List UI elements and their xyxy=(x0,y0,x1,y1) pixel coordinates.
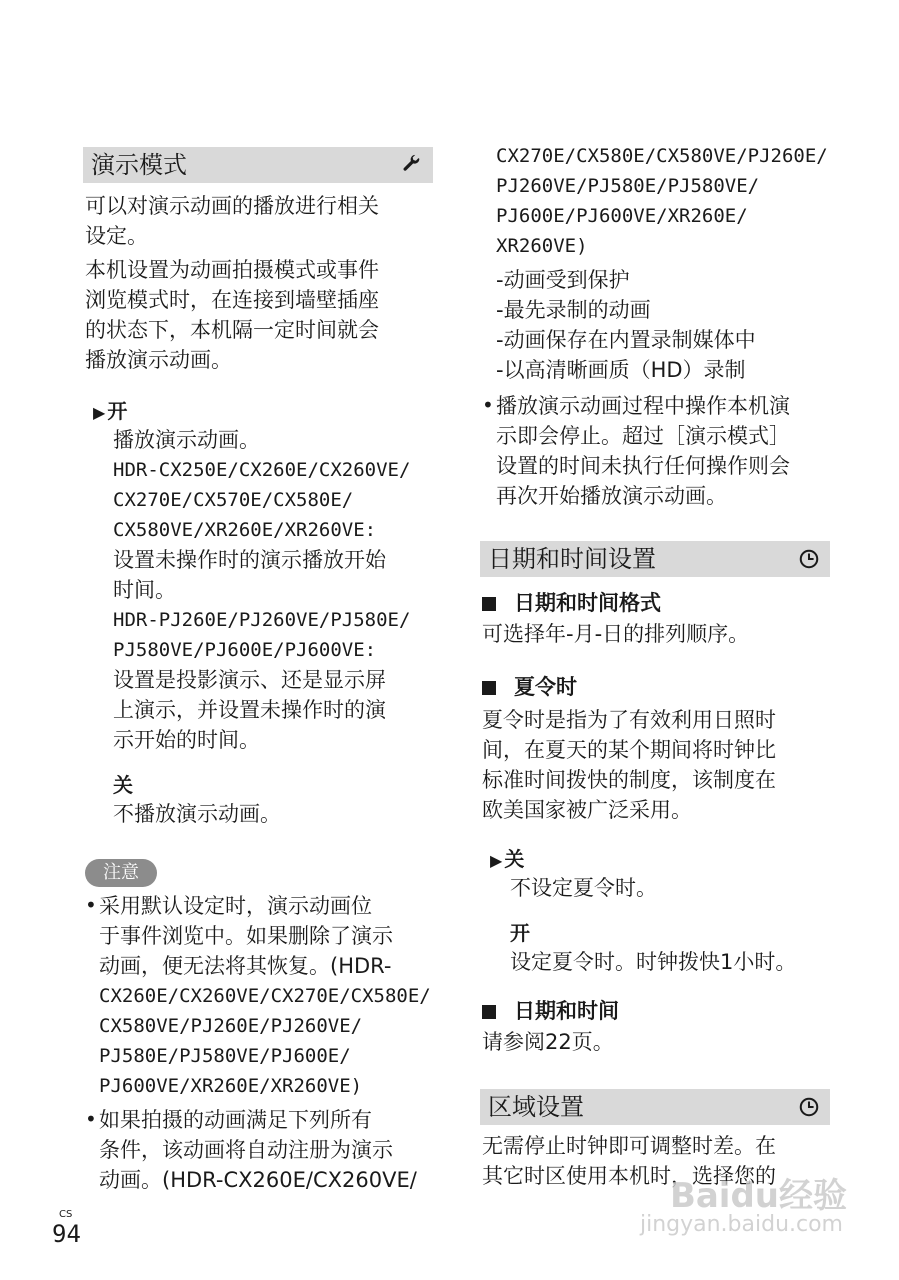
subsection-date-format: 日期和时间格式 xyxy=(482,589,661,617)
models-1-desc-1: 设置未操作时的演示播放开始 xyxy=(113,548,386,572)
page-number: 94 xyxy=(52,1220,81,1248)
option-off-desc: 不播放演示动画。 xyxy=(113,802,281,826)
condition-3: -动画保存在内置录制媒体中 xyxy=(496,328,756,352)
language-code: CS xyxy=(59,1209,73,1220)
watermark-url: jingyan.baidu.com xyxy=(639,1212,843,1237)
models-cont-3: PJ600E/PJ600VE/XR260E/ xyxy=(496,205,748,227)
option-dst-off: ▶ 关 xyxy=(490,847,525,871)
default-arrow-icon: ▶ xyxy=(490,851,503,870)
note-1-line-2: 于事件浏览中。如果删除了演示 xyxy=(99,924,393,948)
note-1-line-3: 动画，便无法将其恢复。(HDR- xyxy=(99,954,392,978)
option-dst-off-desc: 不设定夏令时。 xyxy=(510,876,657,900)
note-2-line-1: 如果拍摄的动画满足下列所有 xyxy=(99,1108,372,1132)
bullet-dot: • xyxy=(482,393,494,417)
section-title: 区域设置 xyxy=(488,1093,584,1121)
models-1-desc-2: 时间。 xyxy=(113,578,176,602)
models-2-line-2: PJ580VE/PJ600E/PJ600VE: xyxy=(113,639,377,661)
note-1-line-6: PJ580E/PJ580VE/PJ600E/ xyxy=(99,1045,351,1067)
note-1-line-5: CX580VE/PJ260E/PJ260VE/ xyxy=(99,1015,363,1037)
date-time-desc: 请参阅22页。 xyxy=(482,1030,614,1054)
note-badge: 注意 xyxy=(85,859,157,887)
clock-icon xyxy=(798,1096,820,1118)
wrench-icon xyxy=(401,154,423,176)
note-1-line-4: CX260E/CX260VE/CX270E/CX580E/ xyxy=(99,985,431,1007)
region-desc-2: 其它时区使用本机时，选择您的 xyxy=(482,1164,776,1188)
models-cont-1: CX270E/CX580E/CX580VE/PJ260E/ xyxy=(496,145,828,167)
option-on: ▶ 开 xyxy=(93,399,128,423)
note-1-line-7: PJ600VE/XR260E/XR260VE) xyxy=(99,1075,363,1097)
note-1-line-1: 采用默认设定时，演示动画位 xyxy=(99,894,372,918)
date-format-desc: 可选择年-月-日的排列顺序。 xyxy=(482,622,750,646)
demo-intro-1: 可以对演示动画的播放进行相关 xyxy=(85,194,379,218)
section-header-datetime xyxy=(480,541,830,577)
models-cont-2: PJ260VE/PJ580E/PJ580VE/ xyxy=(496,175,760,197)
option-on-desc: 播放演示动画。 xyxy=(113,428,260,452)
bullet-dot: • xyxy=(85,1107,97,1131)
subsection-dst: 夏令时 xyxy=(482,673,577,701)
bullet-dot: • xyxy=(85,893,97,917)
demo-body-3: 的状态下，本机隔一定时间就会 xyxy=(85,318,379,342)
square-bullet-icon xyxy=(482,1005,496,1019)
note-3-line-1: 播放演示动画过程中操作本机演 xyxy=(496,394,790,418)
default-arrow-icon: ▶ xyxy=(93,403,106,422)
option-dst-on: 开 xyxy=(510,921,530,945)
option-off: 关 xyxy=(113,773,133,797)
note-3-line-2: 示即会停止。超过［演示模式］ xyxy=(496,424,790,448)
models-2-line-1: HDR-PJ260E/PJ260VE/PJ580E/ xyxy=(113,609,411,631)
demo-body-1: 本机设置为动画拍摄模式或事件 xyxy=(85,258,379,282)
note-3-line-4: 再次开始播放演示动画。 xyxy=(496,484,727,508)
models-cont-4: XR260VE) xyxy=(496,235,588,257)
watermark-logo: Baidu经验 xyxy=(669,1176,847,1216)
section-title: 演示模式 xyxy=(91,151,187,179)
models-1-line-1: HDR-CX250E/CX260E/CX260VE/ xyxy=(113,459,411,481)
models-1-line-3: CX580VE/XR260E/XR260VE: xyxy=(113,519,377,541)
square-bullet-icon xyxy=(482,597,496,611)
note-3-line-3: 设置的时间未执行任何操作则会 xyxy=(496,454,790,478)
models-2-desc-1: 设置是投影演示、还是显示屏 xyxy=(113,668,386,692)
option-dst-on-desc: 设定夏令时。时钟拨快1小时。 xyxy=(510,950,797,974)
models-2-desc-3: 示开始的时间。 xyxy=(113,728,260,752)
dst-desc-2: 间，在夏天的某个期间将时钟比 xyxy=(482,738,776,762)
section-header-region xyxy=(480,1089,830,1125)
square-bullet-icon xyxy=(482,681,496,695)
demo-body-2: 浏览模式时，在连接到墙壁插座 xyxy=(85,288,379,312)
dst-desc-1: 夏令时是指为了有效利用日照时 xyxy=(482,708,776,732)
section-title: 日期和时间设置 xyxy=(488,545,656,573)
models-2-desc-2: 上演示，并设置未操作时的演 xyxy=(113,698,386,722)
demo-intro-2: 设定。 xyxy=(85,224,148,248)
note-2-line-3: 动画。(HDR-CX260E/CX260VE/ xyxy=(99,1168,417,1192)
demo-body-4: 播放演示动画。 xyxy=(85,348,232,372)
dst-desc-3: 标准时间拨快的制度，该制度在 xyxy=(482,768,776,792)
note-2-line-2: 条件，该动画将自动注册为演示 xyxy=(99,1138,393,1162)
condition-4: -以高清晰画质（HD）录制 xyxy=(496,358,746,382)
region-desc-1: 无需停止时钟即可调整时差。在 xyxy=(482,1134,776,1158)
clock-icon xyxy=(798,548,820,570)
dst-desc-4: 欧美国家被广泛采用。 xyxy=(482,798,692,822)
subsection-date-time: 日期和时间 xyxy=(482,997,619,1025)
condition-1: -动画受到保护 xyxy=(496,268,630,292)
section-header-demo-mode xyxy=(83,147,433,183)
models-1-line-2: CX270E/CX570E/CX580E/ xyxy=(113,489,354,511)
condition-2: -最先录制的动画 xyxy=(496,298,651,322)
